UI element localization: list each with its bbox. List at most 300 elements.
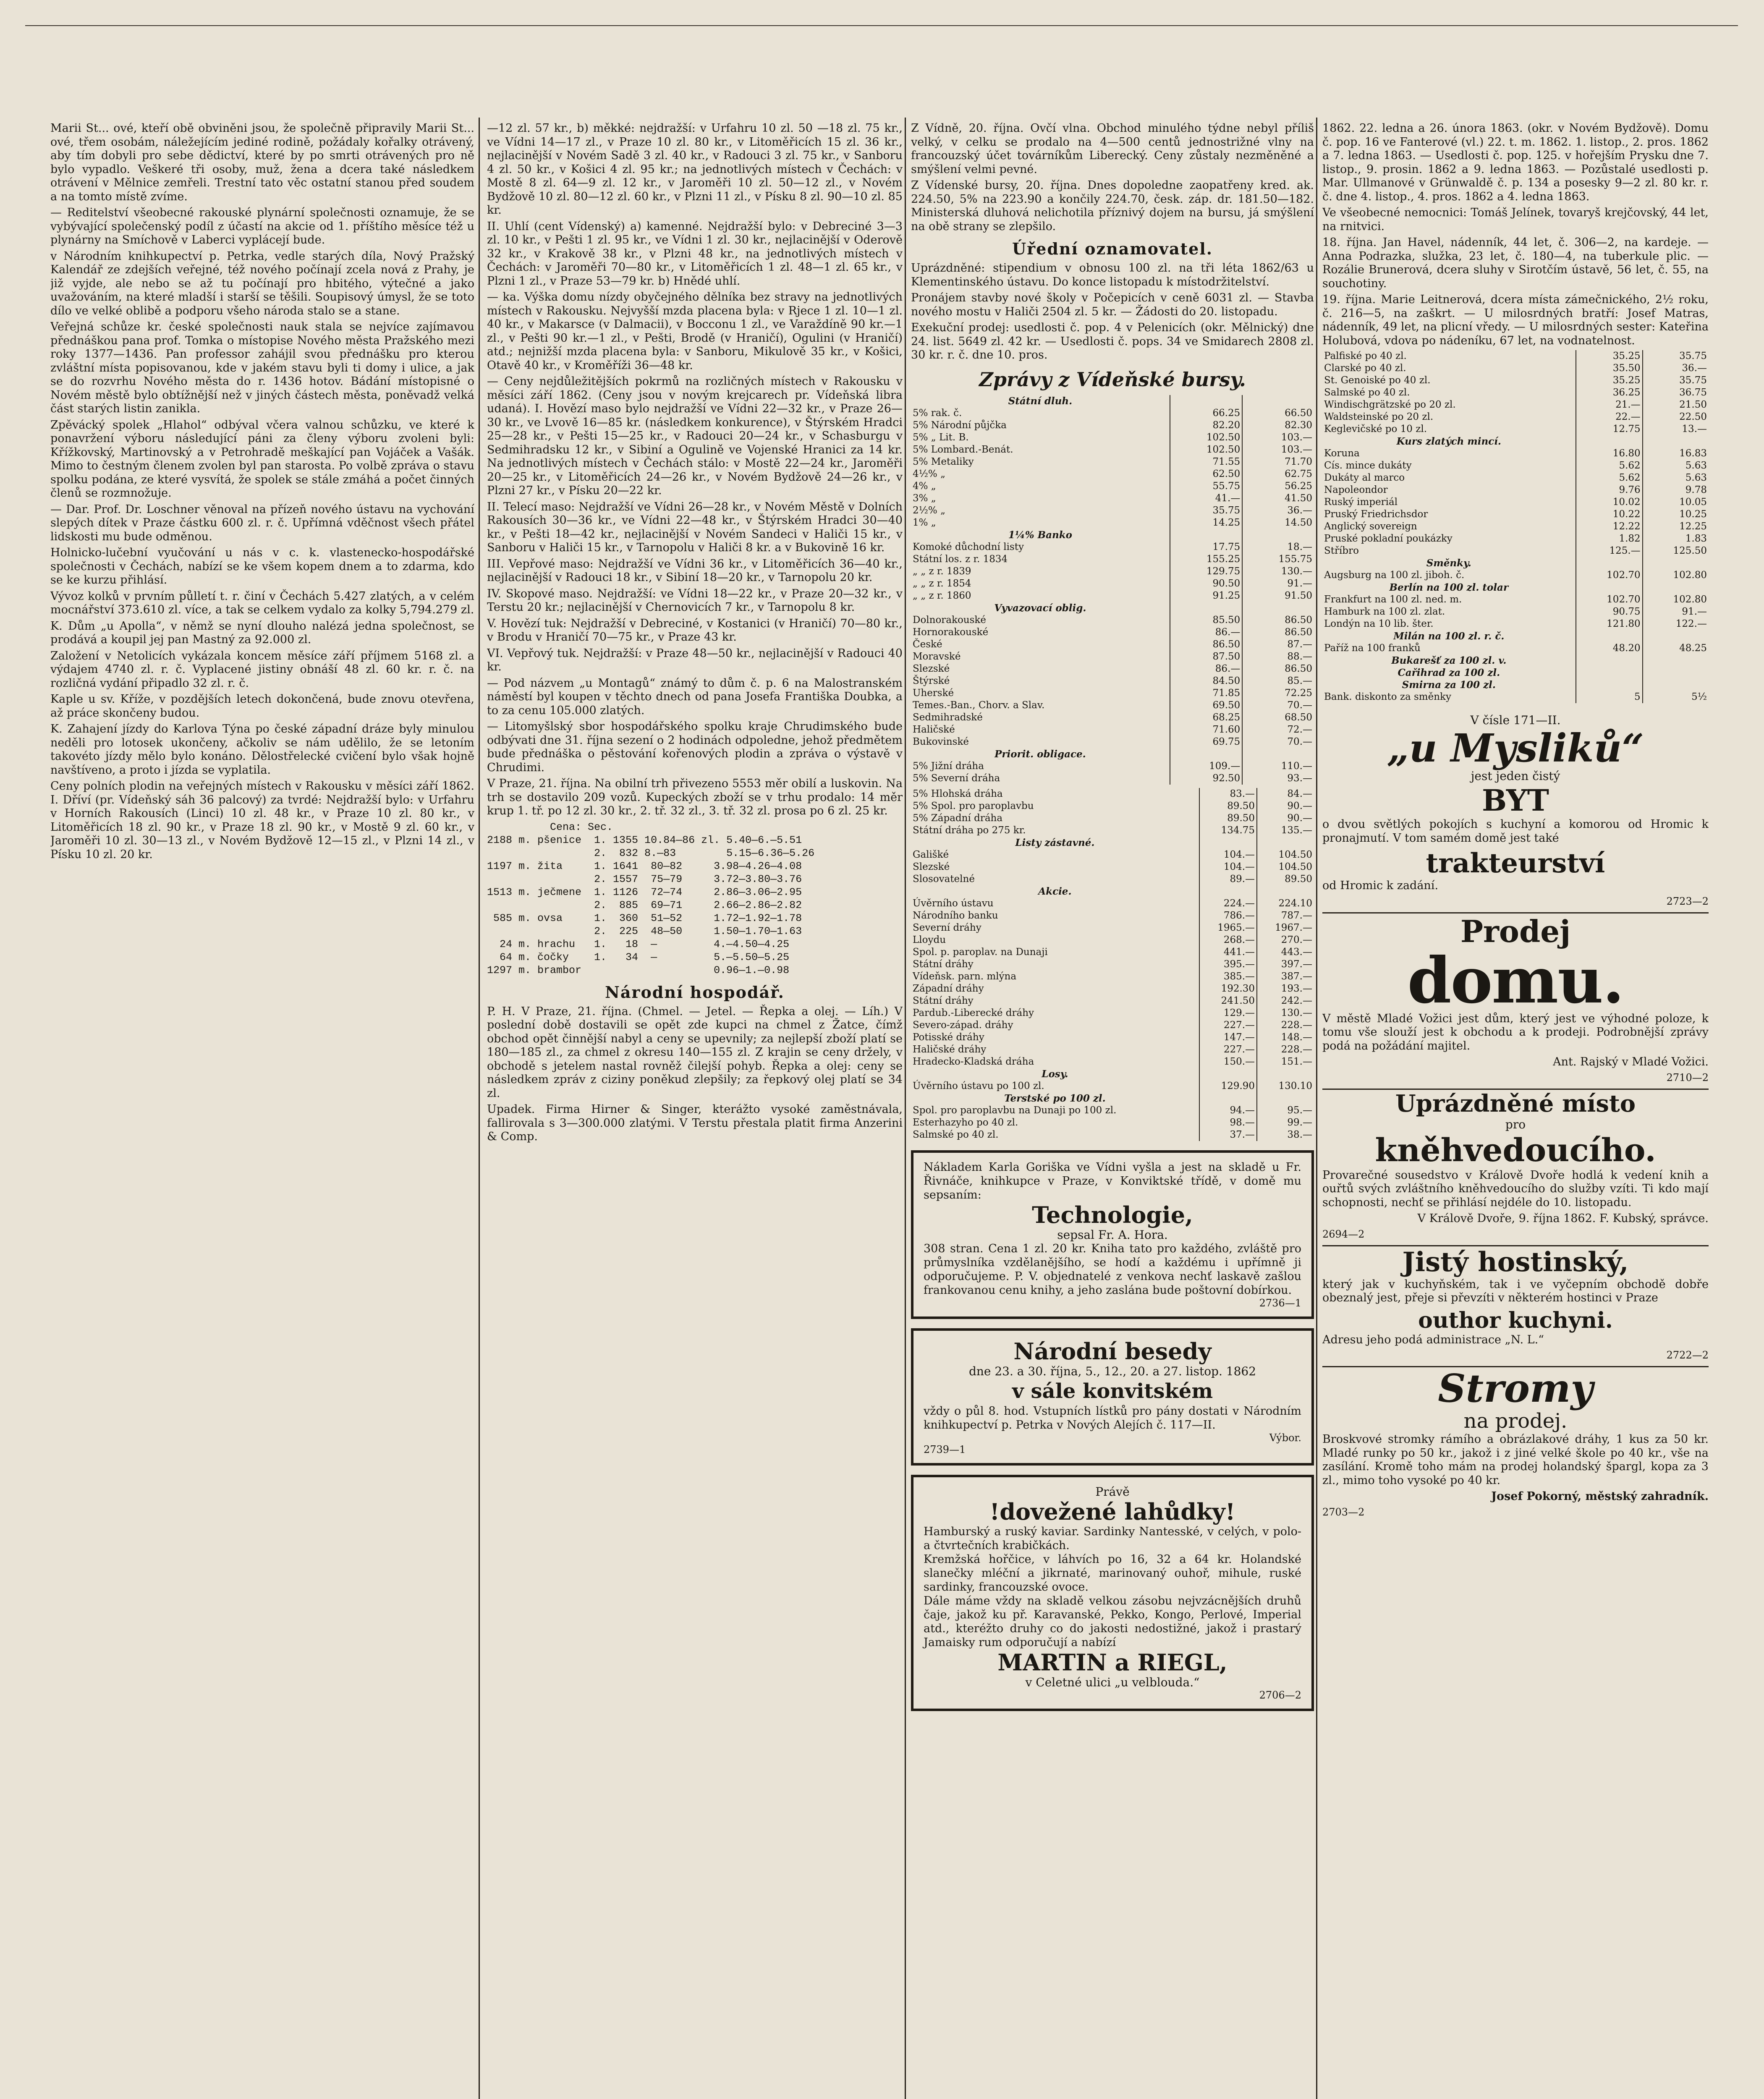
bourse-price — [1576, 557, 1643, 569]
bourse-price: 1.82 — [1576, 533, 1643, 545]
bourse-price: 104.— — [1199, 861, 1257, 873]
bourse-row — [911, 1068, 1314, 1080]
article-paragraph: Založení v Netolicích vykázala koncem měsíce září příjmem 5168 zl. a výdajem 4740 zl. r. č. Vyplacené jistiny obnáší 48 zl. 60 kr. r. č. na rozličná vydání připadlo 32 zl. r. č. — [50, 649, 474, 690]
article-paragraph: Exekuční prodej: usedlosti č. pop. 4 v Pelenicích (okr. Mělnický) dne 24. list. 5649 zl. 42 kr. — Usedlosti č. pops. 34 ve Smidarech 2808 zl. 30 kr. r. č. dne 10. pros. — [911, 321, 1314, 361]
bourse-price: 71.55 — [1170, 456, 1243, 468]
bourse-row — [911, 553, 1314, 565]
bourse-label: Slosovatelné — [913, 873, 975, 885]
bourse-price: 228.— — [1257, 1044, 1314, 1056]
bourse-price: 242.— — [1257, 995, 1314, 1007]
article-paragraph: Zpěvácký spolek „Hlahol“ odbýval včera valnou schůzku, ve které k ponavržení výboru následující páni za členy výboru zvoleni byli: Křížkovský, Martinovský a v Petrohradě meškající pan Vojáček a Vašák. Mimo to čestným členem zvolen byl pan starosta. Po volbě zpráva o stavu spolku podána, ze které vysvítá, že spolek se stále zmáhá a počet činných členů se rozmnožuje. — [50, 418, 474, 500]
bourse-price: 102.70 — [1576, 594, 1643, 606]
bourse-label: 1% „ — [913, 517, 936, 528]
bourse-price: 72.25 — [1242, 687, 1314, 699]
ad-title: Uprázdněné místo — [1395, 1089, 1636, 1118]
bourse-price: 55.75 — [1170, 480, 1243, 492]
bourse-price: 93.— — [1242, 772, 1314, 785]
article-paragraph: II. Telecí maso: Nejdražší ve Vídni 26—28 kr., v Novém Městě v Dolních Rakousích 30—36 kr., ve Vídni 22—48 kr., v Štýrském Hradci 30—40 kr., v Pešti 18—42 kr., nejlacinější v Novém Sandeci v Haliči 15 kr., v Sanboru v Haliči 15 kr., v Tarnopolu v Haliči 8 kr. a v Bukovině 16 kr. — [487, 500, 903, 554]
bourse-label: Severo-západ. dráhy — [913, 1019, 1013, 1031]
advertisement-kneh — [1322, 1089, 1709, 1240]
bourse-label: „ „ z r. 1860 — [913, 590, 971, 601]
bourse-price: 135.— — [1257, 824, 1314, 837]
bourse-price: 385.— — [1199, 971, 1257, 983]
bourse-label: Temes.-Ban., Chorv. a Slav. — [913, 699, 1045, 711]
bourse-price: 10.25 — [1643, 508, 1709, 521]
bourse-price: 82.30 — [1242, 419, 1314, 432]
bourse-label: Paříž na 100 franků — [1324, 643, 1421, 654]
bourse-table — [911, 395, 1314, 785]
bourse-price: 84.50 — [1170, 675, 1243, 687]
bourse-row — [911, 1092, 1314, 1104]
bourse-label: Windischgrätzské po 20 zl. — [1324, 399, 1456, 410]
bourse-label: Losy. — [1042, 1068, 1068, 1080]
bourse-label: Ruský imperiál — [1324, 497, 1398, 508]
bourse-price — [1199, 837, 1257, 849]
bourse-price — [1170, 529, 1243, 541]
bourse-label: 5% rak. č. — [913, 407, 962, 419]
ad-reference: 2722—2 — [1666, 1349, 1709, 1361]
ad-firm: MARTIN a RIEGL, — [997, 1649, 1227, 1676]
bourse-row — [911, 1056, 1314, 1068]
bourse-price: 155.25 — [1170, 553, 1243, 565]
bourse-price — [1576, 630, 1643, 642]
bourse-price: 72.— — [1242, 724, 1314, 736]
bourse-price: 241.50 — [1199, 995, 1257, 1007]
bourse-price: 12.22 — [1576, 521, 1643, 533]
ad-kneh: kněhvedoucího. — [1375, 1131, 1656, 1169]
bourse-row — [911, 712, 1314, 724]
bourse-price — [1643, 581, 1709, 594]
advertisement-lahudky — [911, 1475, 1314, 1711]
bourse-label: 5% Národní půjčka — [913, 419, 1007, 431]
bourse-price: 192.30 — [1199, 983, 1257, 995]
bourse-row — [911, 873, 1314, 885]
ad-body: vždy o půl 8. hod. Vstupních lístků pro pány dostati v Národním knihkupectví p. Petrka v Nových Alejích č. 117—II. — [924, 1404, 1301, 1432]
ad-pretitle: Právě — [1095, 1484, 1130, 1499]
bourse-price — [1257, 1092, 1314, 1104]
bourse-label: „ „ z r. 1839 — [913, 565, 971, 577]
top-border — [25, 25, 1738, 26]
bourse-label: Napoleondor — [1324, 484, 1388, 495]
column-rule — [1316, 118, 1317, 2099]
bourse-price: 102.80 — [1643, 594, 1709, 606]
bourse-row — [911, 1080, 1314, 1092]
bourse-price: 104.— — [1199, 849, 1257, 861]
bourse-price: 121.80 — [1576, 618, 1643, 630]
bourse-label: Státní dluh. — [1008, 395, 1073, 407]
market-report: V Praze, 21. října. Na obilní trh přivezeno 5553 měr obilí a luskovin. Na trh se dostavilo 209 vozů. Kupeckých zboží se v trhu prodalo: 14 měr krup 1. tř. po 12 zl. 30 kr., 2. tř. 32 zl., 3. tř. 32 zl. prosa po 6 zl. 25 kr. — [487, 777, 903, 817]
bourse-row — [1322, 423, 1709, 435]
bourse-price: 147.— — [1199, 1031, 1257, 1044]
ad-prodej: Prodej — [1460, 913, 1571, 949]
bourse-price: 227.— — [1199, 1019, 1257, 1031]
bourse-price: 397.— — [1257, 958, 1314, 971]
bourse-label: Londýn na 10 lib. šter. — [1324, 618, 1434, 629]
ad-dates: dne 23. a 30. října, 5., 12., 20. a 27. listop. 1862 — [968, 1364, 1256, 1378]
bourse-label: 5% Metaliky — [913, 456, 974, 467]
bourse-row — [911, 885, 1314, 898]
bourse-price: 5 — [1576, 691, 1643, 703]
bourse-price: 48.25 — [1643, 642, 1709, 654]
article-paragraph: 1862. 22. ledna a 26. února 1863. (okr. v Novém Bydžově). Domu č. pop. 16 ve Fanterové (vl.) 22. t. m. 1862. 1. listop., 2. pros. 1862 a 7. ledna 1863. — Usedlosti č. pop. 125. v hořejším Prysku dne 7. listop., 9. prosin. 1862 a 9. ledna 1863. — Pozůstalé usedlosti p. Mar. Ullmanové v Grünwaldě č. p. 134 a posesky 9—2 zl. 80 kr. r. č. dne 4. listop., 4. pros. 1862 a 4. ledna 1863. — [1322, 122, 1709, 203]
bourse-price: 91.— — [1643, 606, 1709, 618]
bourse-price: 787.— — [1257, 910, 1314, 922]
bourse-row — [1322, 472, 1709, 484]
article-paragraph: — Reditelství všeobecné rakouské plynární společnosti oznamuje, že se vybývající společenský podíl z účastí na akcie od 1. příštího měsíce též u plynárny na Smíchově v Laberci vyplácejí bude. — [50, 206, 474, 246]
bourse-price: 87.— — [1242, 639, 1314, 651]
ad-title: Stromy — [1438, 1366, 1593, 1411]
article-paragraph: IV. Skopové maso. Nejdražší: ve Vídni 18—22 kr., v Praze 20—32 kr., v Terstu 20 kr.; nejlacinější v Chernovicích 7 kr., v Tarnopolu 8 kr. — [487, 587, 903, 614]
article-paragraph: 19. října. Marie Leitnerová, dcera místa zámečnického, 2½ roku, č. 216—5, na zaškrt. — U milosrdných bratří: Josef Matras, nádenník, 49 let, na plicní vředy. — U milosrdných sester: Kateřina Holubová, vdova po nádeníku, 67 let, na vodnatelnost. — [1322, 293, 1709, 347]
bourse-row — [1322, 350, 1709, 362]
bourse-row — [911, 772, 1314, 785]
bourse-price: 5.63 — [1643, 472, 1709, 484]
bourse-label: Spol. p. paroplav. na Dunaji — [913, 946, 1048, 958]
bourse-price: 17.75 — [1170, 541, 1243, 553]
bourse-label: Augsburg na 100 zl. jiboh. č. — [1324, 570, 1465, 581]
bourse-label: Úvěrního ústavu — [913, 898, 994, 909]
bourse-price — [1199, 885, 1257, 898]
bourse-row — [911, 1044, 1314, 1056]
article-paragraph: III. Vepřové maso: Nejdražší ve Vídni 36 kr., v Litoměřicích 36—40 kr., nejlacinější v Radouci 18 kr., v Sibiní 18—20 kr., v Tarnopolu 20 kr. — [487, 557, 903, 584]
bourse-label: Terstské po 100 zl. — [1004, 1092, 1106, 1104]
bourse-price — [1242, 529, 1314, 541]
ad-footer: od Hromic k zadání. — [1322, 879, 1439, 892]
bourse-label: Hornorakouské — [913, 626, 989, 638]
bourse-price — [1643, 557, 1709, 569]
bourse-label: Spol. pro paroplavbu na Dunaji po 100 zl. — [913, 1104, 1117, 1116]
bourse-price: 71.60 — [1170, 724, 1243, 736]
bourse-price: 104.50 — [1257, 849, 1314, 861]
bourse-price: 94.— — [1199, 1104, 1257, 1117]
advertisement-hostinsky — [1322, 1245, 1709, 1361]
bourse-price — [1643, 654, 1709, 667]
bourse-row — [911, 1031, 1314, 1044]
ad-subtitle: Hamburský a ruský kaviar. Sardinky Nantesské, v celých, v polo- a čtvrtečních krabičkách. — [924, 1525, 1301, 1552]
bourse-label: Esterhazyho po 40 zl. — [913, 1117, 1018, 1128]
bourse-row — [911, 639, 1314, 651]
bourse-row — [1322, 362, 1709, 374]
bourse-price: 89.50 — [1257, 873, 1314, 885]
bourse-price — [1242, 748, 1314, 760]
bourse-row — [911, 736, 1314, 748]
bourse-label: 4% „ — [913, 480, 936, 492]
bourse-price: 68.50 — [1242, 712, 1314, 724]
bourse-price: 228.— — [1257, 1019, 1314, 1031]
bourse-price: 86.50 — [1242, 626, 1314, 639]
bourse-price: 102.70 — [1576, 569, 1643, 581]
bourse-row — [1322, 630, 1709, 642]
column-2 — [487, 122, 903, 2099]
bourse-row — [911, 995, 1314, 1007]
bourse-price: 85.50 — [1170, 614, 1243, 626]
bourse-row — [911, 602, 1314, 614]
bourse-row — [1322, 642, 1709, 654]
bourse-price: 89.50 — [1199, 812, 1257, 824]
bourse-row — [911, 492, 1314, 505]
bourse-price: 16.80 — [1576, 448, 1643, 460]
bourse-price: 38.— — [1257, 1129, 1314, 1141]
bourse-price: 5.63 — [1643, 460, 1709, 472]
bourse-price — [1170, 395, 1243, 407]
newspaper-page — [25, 17, 1738, 2099]
article-paragraph: II. Uhlí (cent Vídenský) a) kamenné. Nejdražší bylo: v Debreciné 3—3 zl. 10 kr., v Pešti 1 zl. 95 kr., ve Vídni 1 zl. 30 kr., nejlacinější v Oderově 32 kr., v Krakově 38 kr., v Plzni 48 kr., na jednotlivých místech v Čechách: v Jaroměři 70—80 kr., v Litoměřicích 1 zl. 48—1 zl. 65 kr., v Plzni 1 zl., v Praze 53—79 kr. b) Hnědé uhlí. — [487, 220, 903, 288]
advertisement-stromy — [1322, 1366, 1709, 1518]
bourse-price: 69.50 — [1170, 699, 1243, 712]
bourse-price: 387.— — [1257, 971, 1314, 983]
bourse-label: Frankfurt na 100 zl. ned. m. — [1324, 594, 1462, 605]
bourse-label: Státní dráhy — [913, 995, 974, 1006]
bourse-price — [1576, 679, 1643, 691]
bourse-row — [1322, 618, 1709, 630]
article-paragraph: Veřejná schůze kr. české společnosti nauk stala se nejvíce zajímavou přednáškou pana prof. Tomka o místopise Nového města Pražského mezi roky 1377—1436. Pan professor zahájil svou přednášku pro kterou zvláštní místa popisovanou, kde v jakém stavu byli ti domy i ulice, a jak se do rozvrhu Nového města do r. 1436 hotov. Bádání místopisné o Novém městě bylo obtížnější než v jiných částech města, poněvadž velká část starých listin zanikla. — [50, 320, 474, 415]
bourse-row — [911, 800, 1314, 812]
bourse-price: 90.— — [1257, 812, 1314, 824]
bourse-price: 86.— — [1170, 663, 1243, 675]
bourse-label: Waldsteinské po 20 zl. — [1324, 411, 1434, 422]
bourse-label: Palfiské po 40 zl. — [1324, 351, 1407, 361]
ad-title: Jistý hostinský, — [1402, 1246, 1629, 1278]
bourse-label: Cařihrad za 100 zl. — [1398, 667, 1500, 678]
bourse-row — [911, 419, 1314, 432]
bourse-row — [911, 1104, 1314, 1117]
article-paragraph: Z Vídenské bursy, 20. října. Dnes dopoledne zaopatřeny kred. ak. 224.50, 5% na 223.90 a končily 224.70, česk. záp. dr. 181.50—182. Ministerská dluhová nelichotila příznivý dojem na bursu, já smýšlení na obě strany se zlepšilo. — [911, 179, 1314, 233]
bourse-row — [911, 456, 1314, 468]
bourse-price — [1170, 602, 1243, 614]
bourse-row — [911, 687, 1314, 699]
ad-domu: domu. — [1407, 943, 1624, 1018]
bourse-table — [1322, 350, 1709, 703]
bourse-price: 125.— — [1576, 545, 1643, 557]
bourse-row — [911, 663, 1314, 675]
bourse-label: 5% Lombard.-Benát. — [913, 444, 1013, 455]
bourse-row — [1322, 606, 1709, 618]
bourse-row — [911, 444, 1314, 456]
bourse-label: 2½% „ — [913, 505, 946, 516]
ad-signature: Ant. Rajský v Mladé Vožici. — [1553, 1055, 1709, 1068]
ad-byt: BYT — [1482, 783, 1549, 818]
ad-reference: 2723—2 — [1666, 895, 1709, 907]
bourse-price: 151.— — [1257, 1056, 1314, 1068]
bourse-price: 110.— — [1242, 760, 1314, 772]
bourse-label: Clarské po 40 zl. — [1324, 363, 1406, 374]
bourse-label: 5% Západní dráha — [913, 812, 1003, 824]
bourse-label: Dolnorakouské — [913, 614, 986, 626]
advertisement-narodni-besedy — [911, 1328, 1314, 1466]
bourse-price: 36.— — [1242, 505, 1314, 517]
article-paragraph: Vývoz kolků v prvním půlletí t. r. činí v Čechách 5.427 zlatých, a v celém mocnářství 373.610 zl. více, a tak se celkem vydalo za kolky 5,794.279 zl. — [50, 589, 474, 616]
bourse-price: 148.— — [1257, 1031, 1314, 1044]
bourse-price: 103.— — [1242, 444, 1314, 456]
ad-body: o dvou světlých pokojích s kuchyní a komorou od Hromic k pronajmutí. V tom samém domě jest také — [1322, 818, 1709, 845]
bourse-price: 86.50 — [1170, 639, 1243, 651]
bourse-price: 5.62 — [1576, 472, 1643, 484]
bourse-price — [1257, 1068, 1314, 1080]
bourse-label: 3% „ — [913, 492, 936, 504]
bourse-label: Komoké důchodní listy — [913, 541, 1024, 552]
bourse-price: 90.— — [1257, 800, 1314, 812]
bourse-row — [1322, 411, 1709, 423]
bourse-price: 150.— — [1199, 1056, 1257, 1068]
bourse-row — [911, 626, 1314, 639]
bourse-price: 9.76 — [1576, 484, 1643, 496]
bourse-price: 10.05 — [1643, 496, 1709, 508]
bourse-label: „ „ z r. 1854 — [913, 578, 971, 589]
bourse-row — [911, 505, 1314, 517]
ad-title: Národní besedy — [1013, 1337, 1212, 1365]
bourse-row — [1322, 484, 1709, 496]
ad-signature: V Králově Dvoře, 9. října 1862. F. Kubský, správce. — [1417, 1212, 1709, 1225]
bourse-label: Milán na 100 zl. r. č. — [1393, 631, 1505, 642]
bourse-price: 18.— — [1242, 541, 1314, 553]
bourse-price: 9.78 — [1643, 484, 1709, 496]
bourse-row — [911, 529, 1314, 541]
bourse-price: 83.— — [1199, 788, 1257, 800]
article-paragraph: Kaple u sv. Kříže, v pozdějších letech dokončená, bude znovu otevřena, až práce skončeny budou. — [50, 693, 474, 720]
bourse-label: 5% „ Lit. B. — [913, 432, 969, 443]
bourse-price — [1242, 395, 1314, 407]
section-heading: Národní hospodář. — [605, 982, 785, 1002]
bourse-price: 1.83 — [1643, 533, 1709, 545]
bourse-label: Gališké — [913, 849, 949, 860]
bourse-price: 87.50 — [1170, 651, 1243, 663]
bourse-label: Bukovinské — [913, 736, 969, 747]
bourse-price: 92.50 — [1170, 772, 1243, 785]
bourse-price: 66.50 — [1242, 407, 1314, 419]
ad-body: Broskvové stromky rámího a obrázlakové dráhy, 1 kus za 50 kr. Mladé runky po 50 kr., jakož i z jiné velké škole po 40 kr., vše na zasílání. Kromě toho mám na prodej holandský špargl, kopa za 3 zl., mimo toho vysoké po 40 kr. — [1322, 1433, 1709, 1487]
bourse-row — [911, 1007, 1314, 1019]
article-paragraph: V. Hovězí tuk: Nejdražší v Debreciné, v Kostanici (v Hraničí) 70—80 kr., v Brodu v Hraničí 70—75 kr., v Praze 43 kr. — [487, 617, 903, 644]
bourse-price: 125.50 — [1643, 545, 1709, 557]
article-paragraph: — Litomyšlský sbor hospodářského spolku kraje Chrudimského bude odbývati dne 31. října sezení o 2 hodinách odpoledne, jehož předmětem bude přednáška o pěstování kořenových plodin a zpráva o výstavě v Chrudimi. — [487, 720, 903, 774]
bourse-price — [1576, 435, 1643, 448]
bourse-label: St. Genoiské po 40 zl. — [1324, 375, 1431, 386]
article-paragraph: VI. Vepřový tuk. Nejdražší: v Praze 48—50 kr., nejlacinější v Radouci 40 kr. — [487, 646, 903, 673]
bourse-price: 10.22 — [1576, 508, 1643, 521]
bourse-row — [911, 922, 1314, 934]
column-rule — [905, 118, 906, 2099]
ad-reference: 2736—1 — [1259, 1297, 1301, 1309]
bourse-row — [1322, 496, 1709, 508]
bourse-row — [911, 590, 1314, 602]
bourse-row — [911, 517, 1314, 529]
bourse-price: 1967.— — [1257, 922, 1314, 934]
bourse-label: 1¼% Banko — [1008, 529, 1072, 541]
bourse-row — [911, 565, 1314, 578]
article-paragraph: — ka. Výška domu nízdy obyčejného dělníka bez stravy na jednotlivých místech v Rakousku. Nejvyšší mzda placena byla: v Rjece 1 zl. 10—1 zl. 40 kr., v Makarsce (v Dalmacii), v Bocconu 1 zl., ve Varaždíně 90 kr.—1 zl., v Pešti 90 kr.—1 zl., v Pešti, Brodě (v Hraničí), Ogulini (v Hraničí) atd.; nejnižší mzda placena byla: v Sanboru, Mikulově 35 kr., v Košici, Otavě 40 kr., v Kroměříži 36—48 kr. — [487, 291, 903, 372]
bourse-price: 102.80 — [1643, 569, 1709, 581]
bourse-price: 103.— — [1242, 432, 1314, 444]
article-paragraph: K. Zahajení jízdy do Karlova Týna po české západní dráze byly minulou neděli pro lotosek ukončeny, ačkoliv se nám udělilo, že se letoním takovéto jízdy mělo bylo konáno. Dělostřelecké cvičení bylo však hojně navštíveno, a proto i jízda se vyplatila. — [50, 722, 474, 777]
bourse-price: 35.25 — [1576, 374, 1643, 387]
bourse-row — [1322, 581, 1709, 594]
column-3 — [911, 122, 1314, 2099]
bourse-price — [1199, 1092, 1257, 1104]
bourse-label: Severní dráhy — [913, 922, 981, 933]
bourse-price: 102.50 — [1170, 432, 1243, 444]
bourse-row — [1322, 594, 1709, 606]
ad-title: „u Mysliků“ — [1387, 725, 1644, 771]
bourse-label: Západní dráhy — [913, 983, 984, 994]
bourse-row — [911, 958, 1314, 971]
bourse-price — [1576, 667, 1643, 679]
column-1 — [50, 122, 474, 2099]
bourse-row — [911, 1019, 1314, 1031]
bourse-price: 134.75 — [1199, 824, 1257, 837]
article-paragraph: Z Vídně, 20. října. Ovčí vlna. Obchod minulého týdne nebyl příliš velký, v celku se prodalo na 4—500 centů jednostrižné vlny na francouzský účet továrníkům Liberecký. Ceny zůstaly nezměněné a smýšlení velmi pevné. — [911, 122, 1314, 176]
ad-trakteurstvi: trakteurství — [1426, 848, 1605, 879]
bourse-row — [911, 1129, 1314, 1141]
ad-reference: 2703—2 — [1322, 1506, 1365, 1518]
bourse-label: Moravské — [913, 651, 961, 662]
bourse-price: 129.75 — [1170, 565, 1243, 578]
bourse-row — [911, 788, 1314, 800]
bourse-price: 443.— — [1257, 946, 1314, 958]
bourse-row — [911, 910, 1314, 922]
ad-reference: 2739—1 — [924, 1443, 966, 1455]
bourse-price: 35.25 — [1576, 350, 1643, 362]
bourse-price: 14.25 — [1170, 517, 1243, 529]
article-paragraph: Ve všeobecné nemocnici: Tomáš Jelínek, tovaryš krejčovský, 44 let, na rnitvici. — [1322, 206, 1709, 233]
bourse-price: 10.02 — [1576, 496, 1643, 508]
bourse-price: 68.25 — [1170, 712, 1243, 724]
bourse-price: 441.— — [1199, 946, 1257, 958]
bourse-label: Bukarešť za 100 zl. v. — [1391, 655, 1507, 666]
bourse-row — [911, 651, 1314, 663]
bourse-price: 41.— — [1170, 492, 1243, 505]
bourse-price: 5.62 — [1576, 460, 1643, 472]
article-paragraph: Marii St... ové, kteří obě obviněni jsou, že společně připravily Marii St... ové, třem osobám, náležejícím jediné rodině, požádaly kořalky otrávený, aby tím dobyli pro sebe dědictví, které by po smrti otrávených pro ně bylo vypadlo. Veškeré tři osoby, muž, žena a dcera také následkem otrávení v Mělnice zemřeli. Trestní tato věc ostatní stanou před soudem a na tomto místě zvíme. — [50, 122, 474, 203]
bourse-price: 36.75 — [1643, 387, 1709, 399]
bourse-row — [1322, 460, 1709, 472]
bourse-label: Vídeňsk. parn. mlýna — [913, 971, 1017, 982]
bourse-price: 66.25 — [1170, 407, 1243, 419]
bourse-label: Keglevičské po 10 zl. — [1324, 424, 1427, 434]
bourse-price: 84.— — [1257, 788, 1314, 800]
column-rule — [479, 118, 480, 2099]
article-paragraph: Ceny polních plodin na veřejných místech v Rakousku v měsíci září 1862. I. Dříví (pr. Vídeňský sáh 36 palcový) za tvrdé: Nejdražší bylo: v Urfahru v Horních Rakousích (Linci) 10 zl. 48 kr., v Praze 10 zl. 80 kr., v Litoměřicích 18 zl. 90 kr., v Praze 18 zl. 90 kr., v Mostě 9 zl. 60 kr., v Jaroměři 10 zl. 30—13 zl., v Novém Bydžově 12—15 zl., v Plzni 14 zl., v Písku 10 zl. 20 kr. — [50, 780, 474, 861]
bourse-row — [911, 578, 1314, 590]
bourse-price: 91.50 — [1242, 590, 1314, 602]
section-heading: Úřední oznamovatel. — [1012, 239, 1213, 258]
ad-kuchyni: outhor kuchyni. — [1418, 1307, 1613, 1333]
ad-pro: pro — [1505, 1117, 1526, 1131]
bourse-label: Haličské — [913, 724, 955, 735]
article-paragraph: —12 zl. 57 kr., b) měkké: nejdražší: v Urfahru 10 zl. 50 —18 zl. 75 kr., ve Vídni 14—17 zl., v Praze 10 zl. 80 kr., v Litoměřicích 15 zl. 36 kr., nejlacinější v Novém Sadě 3 zl. 40 kr., v Radouci 3 zl. 75 kr., v Sanboru 4 zl. 50 kr., v Košici 4 zl. 95 kr.; na jednotlivých místech v Čechách: v Mostě 8 zl. 64—9 zl. 12 kr., v Jaroměři 10 zl. 50—12 zl., v Novém Bydžově 10 zl. 80—12 zl. 60 kr., v Plzni 11 zl., v Písku 8 zl. 90—10 zl. 85 kr. — [487, 122, 903, 217]
bourse-price: 91.25 — [1170, 590, 1243, 602]
bourse-price: 98.— — [1199, 1117, 1257, 1129]
advertisement-technologie — [911, 1150, 1314, 1319]
bourse-price: 35.50 — [1576, 362, 1643, 374]
ad-body: Provarečné sousedstvo v Králově Dvoře hodlá k vedení knih a ouřtů svých zvláštního kněhvedoucího do služby vzíti. Ti kdo mají schopnosti, nechť se přihlásí nejdéle do 10. listopadu. — [1322, 1168, 1709, 1209]
bourse-price: 104.50 — [1257, 861, 1314, 873]
article-paragraph: 18. října. Jan Havel, nádenník, 44 let, č. 306—2, na kardeje. — Anna Podrazka, služka, 23 let, č. 180—4, na tuberkule plic. — Rozálie Brunerová, dcera sluhy v Sirotčím ústavě, 56 let, č. 55, na souchotiny. — [1322, 236, 1709, 290]
bourse-row — [911, 1117, 1314, 1129]
bourse-price: 786.— — [1199, 910, 1257, 922]
bourse-price: 62.75 — [1242, 468, 1314, 480]
ad-body: V městě Mladé Vožici jest dům, který jest ve výhodné poloze, k tomu vše slouží jest k obchodu a k prodeji. Podrobnější zprávy podá na požádání majitel. — [1322, 1012, 1709, 1052]
bourse-label: Bank. diskonto za směnky — [1324, 691, 1451, 702]
bourse-price: 70.— — [1242, 699, 1314, 712]
bourse-row — [1322, 667, 1709, 679]
bourse-label: Anglický sovereign — [1324, 521, 1417, 532]
bourse-price — [1576, 581, 1643, 594]
bourse-price: 155.75 — [1242, 553, 1314, 565]
bourse-price: 70.— — [1242, 736, 1314, 748]
bourse-row — [1322, 387, 1709, 399]
bourse-label: Hradecko-Kladská dráha — [913, 1056, 1034, 1067]
bourse-price: 130.— — [1257, 1007, 1314, 1019]
